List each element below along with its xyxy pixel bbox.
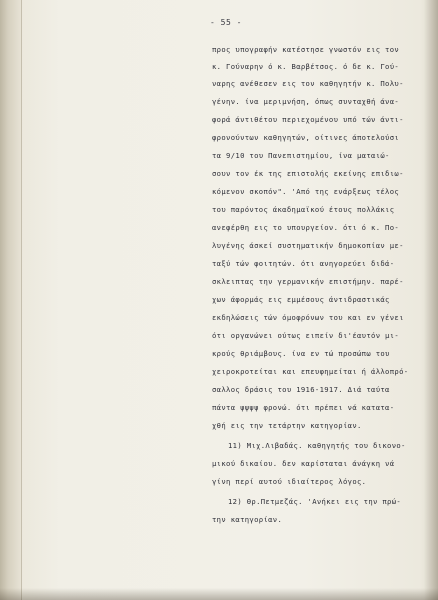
text-line: σουν τον έκ της επιστολής εκείνης επιδιω- (212, 169, 404, 178)
text-line: ναρης ανέθεσεν εις τον καθηγητήν κ. Πολυ- (212, 79, 404, 88)
text-line: σαλλος δράσις του 1916-1917. Διά ταύτα (212, 385, 390, 394)
text-line: σκλειπτας την γερμανικήν επιστήμην. παρέ- (212, 277, 404, 286)
text-line: χων άφορμάς εις εμμέσους άντιδραστικάς (212, 295, 390, 304)
text-line: ανεφέρθη εις το υπουργείον. ότι ό κ. Πο- (212, 223, 400, 232)
text-line: χθή εις την τετάρτην κατηγορίαν. (212, 421, 362, 430)
text-line: τα 9/10 του Πανεπιστημίου, ίνα ματαιώ- (212, 151, 390, 160)
text-line: λυγένης άσκεί συστηματικήν δημοκοπίαν με- (212, 241, 404, 250)
text-line: προς υπογραφήν κατέστησε γνωστόν εις τον (212, 45, 400, 54)
text-line: γίνη περί αυτού ιδιαίτερος λόγος. (212, 477, 367, 486)
text-line: κόμενον σκοπόν". 'Από της ενάρξεως τέλος (212, 187, 400, 196)
text-line: 12) Θρ.Πετμεζάς. 'Ανήκει εις την πρώ- (228, 497, 402, 506)
page-bottom-shadow (0, 588, 438, 600)
text-line: του παρόντος άκαδημαϊκού έτους πολλάκις (212, 205, 395, 214)
text-line: ότι οργανώνει ούτως ειπείν δι'έαυτόν μι- (212, 331, 400, 340)
text-line: γένην. ίνα μεριμνήση, όπως συνταχθή άνα- (212, 97, 400, 106)
text-line: μικού δικαίου. δεν καρίσταται άνάγκη νά (212, 459, 395, 468)
text-line: εκδηλώσεις τών όμοφρόνων του και εν γένει (212, 313, 404, 322)
page-right-shadow (424, 0, 438, 600)
binding-crease (21, 0, 22, 600)
text-line: την κατηγορίαν. (212, 515, 283, 524)
text-line: κρούς θριάμβους. ίνα εν τώ προσώπω του (212, 349, 390, 358)
text-line: φρονούντων καθηγητών, οίτινες άποτελούσι (212, 133, 400, 142)
text-line: χειροκροτείται και επευφημείται ή άλλοπρό- (212, 367, 409, 376)
page-binding-edge (0, 0, 22, 600)
page-number: - 55 - (210, 18, 242, 27)
text-line: πάντα ψψψψ φρονώ. ότι πρέπει νά κατατα- (212, 403, 395, 412)
text-line: κ. Γούναρην ό κ. Βαρβέτσος. ό δε κ. Γού- (212, 62, 400, 71)
text-line: 11) Μιχ.Λιβαδάς. καθηγητής του δικονο- (228, 441, 406, 450)
text-line: ταξύ τών φοιτητών. ότι ανηγορεύει διδά- (212, 259, 395, 268)
text-line: φορά άντιθέτου περιεχομένου υπό τών άντι- (212, 115, 404, 124)
